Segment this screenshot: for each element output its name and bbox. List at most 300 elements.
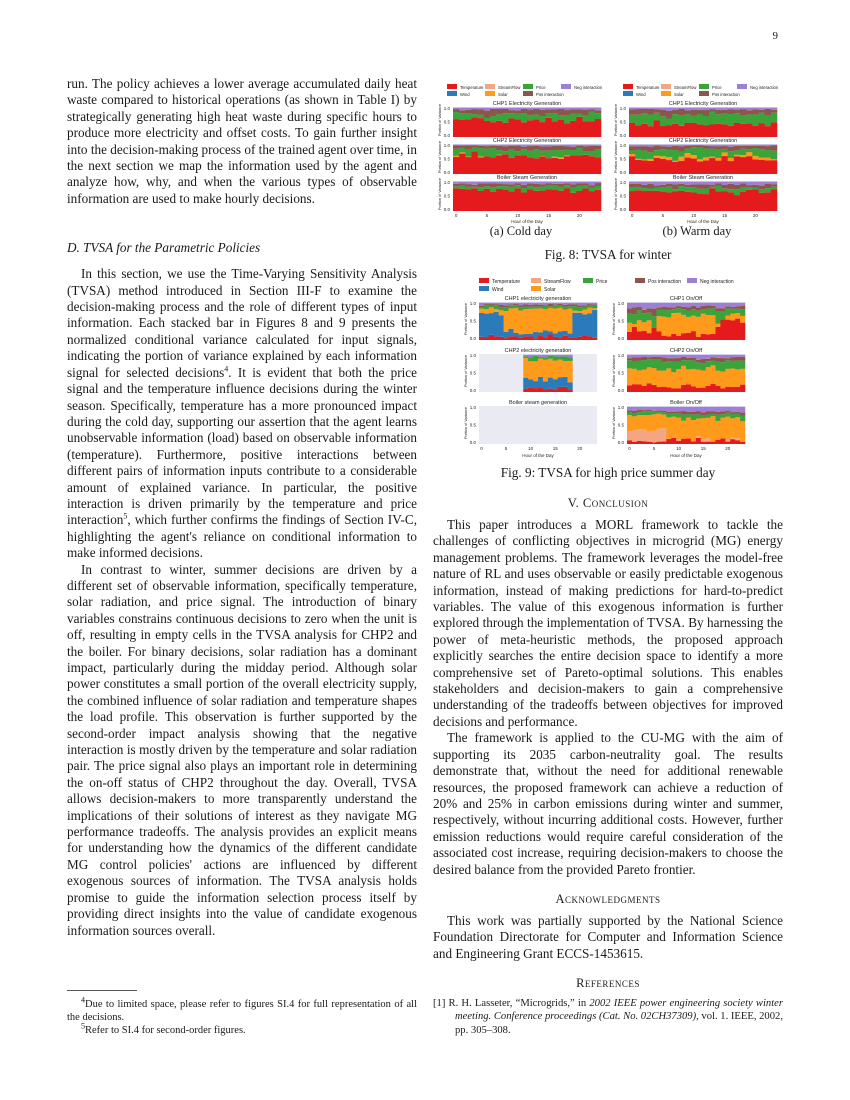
stacked-bar-segment xyxy=(701,334,706,340)
stacked-bar-segment xyxy=(691,355,696,358)
stacked-bar-segment xyxy=(765,109,771,116)
legend-label: Temperature xyxy=(460,85,484,90)
stacked-bar-segment xyxy=(734,150,740,154)
stacked-bar-segment xyxy=(686,412,691,414)
stacked-bar-segment xyxy=(691,407,696,412)
stacked-bar-segment xyxy=(654,182,660,186)
stacked-bar-segment xyxy=(518,310,523,334)
stacked-bar-segment xyxy=(592,338,597,340)
x-tick-label: 5 xyxy=(661,213,665,218)
stacked-bar-segment xyxy=(657,412,662,414)
tvsa-paragraph-2: In contrast to winter, summer decisions are driven by a different set of observable information, specifically temperature, solar radiation, and price signal. The introduction of binary variables constrains continuous decisions to zero when the unit is off, resulting in empty cells in the TVSA analysis for CHP2 and the boiler. For binary decisions, solar radiation has a dominant impact, particularly during the midday period. Although solar power constitutes a small portion of the overall electricity supply, the combined influence of solar radiation and temperature shapes the load profile. This observation is further supported by the second-order impact analysis showing that the negative interaction is mostly driven by the temperature and solar radiation pair. The price signal also plays an important role in determining the on-off status of CHP2 throughout the day. Overall, TVSA allows decision-makers to more transparently understand the implications of their solutions of interest as they navigate MG performance tradeoffs. The analysis provides an explicit means for understanding how the dynamics of the different candidate MG control policies' actions are influenced by different exogenous sources of information. The TVSA analysis holds promise to guide the information selection process itself by providing direct insights into the value of candidate exogenous information sources overall. xyxy=(67,561,417,938)
stacked-bar-segment xyxy=(533,119,539,137)
stacked-bar-segment xyxy=(715,145,721,147)
stacked-bar-segment xyxy=(696,411,701,414)
stacked-bar-segment xyxy=(543,306,548,309)
stacked-bar-segment xyxy=(706,303,711,306)
stacked-bar-segment xyxy=(641,188,647,191)
stacked-bar-segment xyxy=(652,355,657,357)
stacked-bar-segment xyxy=(701,407,706,413)
stacked-bar-segment xyxy=(494,309,499,312)
x-tick-label: 20 xyxy=(577,446,583,451)
stacked-bar-segment xyxy=(509,146,515,150)
stacked-bar-segment xyxy=(734,110,740,114)
stacked-bar-segment xyxy=(703,126,709,137)
stacked-bar-segment xyxy=(703,145,709,146)
stacked-bar-segment xyxy=(472,185,478,187)
stacked-bar-segment xyxy=(661,307,666,310)
stacked-bar-segment xyxy=(722,149,728,153)
stacked-bar-segment xyxy=(548,389,553,392)
stacked-bar-segment xyxy=(509,329,514,337)
stacked-bar-segment xyxy=(711,442,716,444)
stacked-bar-segment xyxy=(711,361,716,366)
stacked-bar-segment xyxy=(672,108,678,110)
stacked-bar-segment xyxy=(528,334,533,337)
stacked-bar-segment xyxy=(666,125,672,137)
stacked-bar-segment xyxy=(502,145,508,147)
stacked-bar-segment xyxy=(681,439,686,444)
stacked-bar-segment xyxy=(595,145,601,146)
stacked-bar-segment xyxy=(472,114,478,117)
x-tick-label: 10 xyxy=(528,446,534,451)
stacked-bar-segment xyxy=(592,303,597,305)
stacked-bar-segment xyxy=(765,192,771,211)
stacked-bar-segment xyxy=(515,145,521,146)
stacked-bar-segment xyxy=(539,145,545,147)
stacked-bar-segment xyxy=(654,191,660,211)
stacked-bar-segment xyxy=(671,358,676,361)
stacked-bar-segment xyxy=(637,307,642,310)
stacked-bar-segment xyxy=(734,113,740,123)
stacked-bar-segment xyxy=(570,184,576,187)
legend-swatch xyxy=(531,278,541,283)
stacked-bar-segment xyxy=(533,109,539,114)
stacked-bar-segment xyxy=(552,182,558,184)
stacked-bar-segment xyxy=(752,108,758,110)
stacked-bar-segment xyxy=(553,360,558,379)
stacked-bar-segment xyxy=(629,146,635,150)
stacked-bar-segment xyxy=(539,191,545,211)
stacked-bar-segment xyxy=(666,145,672,147)
stacked-bar-segment xyxy=(666,358,671,361)
stacked-bar-segment xyxy=(657,310,662,316)
stacked-bar-segment xyxy=(666,336,671,340)
stacked-bar-segment xyxy=(685,158,691,174)
stacked-bar-segment xyxy=(725,417,730,440)
legend-label: Wind xyxy=(460,92,470,97)
stacked-bar-segment xyxy=(654,109,660,112)
stacked-bar-segment xyxy=(697,159,703,161)
stacked-bar-segment xyxy=(632,442,637,444)
legend-swatch xyxy=(687,278,697,283)
stacked-bar-segment xyxy=(548,304,553,306)
legend-label: StreamFlow xyxy=(498,85,521,90)
stacked-bar-segment xyxy=(697,145,703,146)
stacked-bar-segment xyxy=(686,384,691,392)
stacked-bar-segment xyxy=(701,309,706,314)
stacked-bar-segment xyxy=(720,303,725,309)
stacked-bar-segment xyxy=(709,125,715,137)
stacked-bar-segment xyxy=(752,126,758,137)
stacked-bar-segment xyxy=(652,411,657,412)
reference-1[interactable]: [1] R. H. Lasseter, “Microgrids,” in 2002 IEEE power engineering society winter meeting. Conference proceedings (Cat. No. 02CH37309), vol. 1. IEEE, 2002, pp. 305–308. xyxy=(433,998,783,1036)
stacked-bar-segment xyxy=(637,310,642,320)
stacked-bar-segment xyxy=(728,108,734,110)
fig9-caption: Fig. 9: TVSA for high price summer day xyxy=(500,465,716,480)
stacked-bar-segment xyxy=(576,108,582,110)
stacked-bar-segment xyxy=(696,308,701,311)
stacked-bar-segment xyxy=(465,119,471,137)
stacked-bar-segment xyxy=(728,182,734,184)
stacked-bar-segment xyxy=(478,157,484,174)
stacked-bar-segment xyxy=(681,421,686,439)
stacked-bar-segment xyxy=(672,124,678,137)
stacked-bar-segment xyxy=(661,317,666,336)
stacked-bar-segment xyxy=(504,303,509,306)
stacked-bar-segment xyxy=(709,185,715,187)
y-tick-label: 0.5 xyxy=(619,193,626,199)
stacked-bar-segment xyxy=(589,109,595,111)
stacked-bar-segment xyxy=(647,313,652,321)
stacked-bar-segment xyxy=(666,157,672,160)
stacked-bar-segment xyxy=(703,182,709,185)
stacked-bar-segment xyxy=(765,188,771,192)
stacked-bar-segment xyxy=(515,151,521,155)
stacked-bar-segment xyxy=(489,335,494,340)
stacked-bar-segment xyxy=(678,109,684,116)
stacked-bar-segment xyxy=(496,109,502,114)
stacked-bar-segment xyxy=(703,149,709,158)
stacked-bar-segment xyxy=(484,303,489,304)
stacked-bar-segment xyxy=(686,414,691,418)
stacked-bar-segment xyxy=(553,305,558,308)
stacked-bar-segment xyxy=(696,438,701,444)
stacked-bar-segment xyxy=(706,438,711,441)
stacked-bar-segment xyxy=(730,387,735,392)
stacked-bar-segment xyxy=(740,108,746,110)
stacked-bar-segment xyxy=(735,414,740,418)
stacked-bar-segment xyxy=(697,184,703,188)
stacked-bar-segment xyxy=(484,314,489,337)
stacked-bar-segment xyxy=(589,182,595,186)
stacked-bar-segment xyxy=(502,113,508,123)
stacked-bar-segment xyxy=(701,418,706,439)
stacked-bar-segment xyxy=(672,150,678,161)
stacked-bar-segment xyxy=(657,414,662,429)
stacked-bar-segment xyxy=(666,414,671,418)
stacked-bar-segment xyxy=(671,412,676,414)
stacked-bar-segment xyxy=(735,412,740,414)
stacked-bar-segment xyxy=(489,304,494,306)
stacked-bar-segment xyxy=(478,108,484,110)
stacked-bar-segment xyxy=(691,360,696,369)
stacked-bar-segment xyxy=(521,185,527,188)
stacked-bar-segment xyxy=(632,355,637,358)
footnote-ref-4[interactable]: 4 xyxy=(224,364,229,374)
stacked-bar-segment xyxy=(543,303,548,305)
stacked-bar-segment xyxy=(740,361,745,369)
stacked-bar-segment xyxy=(752,187,758,189)
stacked-bar-segment xyxy=(523,303,528,305)
stacked-bar-segment xyxy=(641,151,647,160)
stacked-bar-segment xyxy=(576,146,582,148)
y-tick-label: 0.0 xyxy=(619,133,626,138)
stacked-bar-segment xyxy=(759,145,765,146)
stacked-bar-segment xyxy=(676,369,681,388)
stacked-bar-segment xyxy=(771,189,777,211)
stacked-bar-segment xyxy=(661,355,666,358)
stacked-bar-segment xyxy=(686,311,691,317)
stacked-bar-segment xyxy=(672,161,678,162)
y-tick-label: 0.0 xyxy=(443,133,450,138)
stacked-bar-segment xyxy=(627,441,632,444)
stacked-bar-segment xyxy=(740,184,746,188)
stacked-bar-segment xyxy=(697,114,703,125)
stacked-bar-segment xyxy=(552,146,558,150)
stacked-bar-segment xyxy=(660,192,666,211)
stacked-bar-segment xyxy=(686,369,691,384)
stacked-bar-segment xyxy=(759,193,765,211)
x-tick-label: 0 xyxy=(454,213,458,218)
stacked-bar-segment xyxy=(509,119,515,137)
stacked-bar-segment xyxy=(453,112,459,119)
stacked-bar-segment xyxy=(490,182,496,184)
y-tick-label: 0.0 xyxy=(443,207,450,212)
stacked-bar-segment xyxy=(696,355,701,360)
stacked-bar-segment xyxy=(696,388,701,392)
stacked-bar-segment xyxy=(716,303,721,308)
stacked-bar-segment xyxy=(641,145,647,147)
stacked-bar-segment xyxy=(671,362,676,373)
stacked-bar-segment xyxy=(595,108,601,111)
stacked-bar-segment xyxy=(676,418,681,439)
stacked-bar-segment xyxy=(484,145,490,147)
stacked-bar-segment xyxy=(576,191,582,211)
stacked-bar-segment xyxy=(647,410,652,411)
y-tick-label: 0.5 xyxy=(617,370,624,376)
references-heading: References xyxy=(576,976,640,991)
stacked-bar-segment xyxy=(635,182,641,184)
legend-label: Pos interaction xyxy=(712,92,740,97)
stacked-bar-segment xyxy=(564,146,570,149)
legend-swatch xyxy=(699,91,709,96)
stacked-bar-segment xyxy=(582,314,587,335)
stacked-bar-segment xyxy=(528,355,533,357)
stacked-bar-segment xyxy=(539,156,545,174)
stacked-bar-segment xyxy=(502,151,508,154)
stacked-bar-segment xyxy=(546,151,552,158)
stacked-bar-segment xyxy=(771,184,777,187)
stacked-bar-segment xyxy=(652,442,657,444)
stacked-bar-segment xyxy=(572,306,577,311)
stacked-bar-segment xyxy=(728,114,734,126)
y-tick-label: 1.0 xyxy=(469,405,476,410)
stacked-bar-segment xyxy=(589,156,595,174)
stacked-bar-segment xyxy=(583,110,589,116)
stacked-bar-segment xyxy=(666,182,672,184)
stacked-bar-segment xyxy=(509,336,514,340)
stacked-bar-segment xyxy=(465,110,471,114)
stacked-bar-segment xyxy=(539,110,545,116)
stacked-bar-segment xyxy=(533,338,538,340)
stacked-bar-segment xyxy=(672,145,678,146)
stacked-bar-segment xyxy=(637,303,642,307)
stacked-bar-segment xyxy=(740,146,746,149)
y-axis-label: Portion of Variance xyxy=(438,177,442,210)
stacked-bar-segment xyxy=(583,188,589,211)
stacked-bar-segment xyxy=(509,303,514,305)
stacked-bar-segment xyxy=(735,440,740,444)
stacked-bar-segment xyxy=(552,158,558,174)
stacked-bar-segment xyxy=(583,152,589,155)
stacked-bar-segment xyxy=(533,187,539,191)
stacked-bar-segment xyxy=(676,441,681,444)
stacked-bar-segment xyxy=(647,357,652,359)
stacked-bar-segment xyxy=(676,411,681,413)
footnote-ref-5[interactable]: 5 xyxy=(123,511,128,521)
stacked-bar-segment xyxy=(558,108,564,109)
stacked-bar-segment xyxy=(691,159,697,174)
stacked-bar-segment xyxy=(730,418,735,437)
stacked-bar-segment xyxy=(734,146,740,150)
stacked-bar-segment xyxy=(671,417,676,437)
stacked-bar-segment xyxy=(564,150,570,156)
stacked-bar-segment xyxy=(711,384,716,392)
stacked-bar-segment xyxy=(660,145,666,147)
stacked-bar-segment xyxy=(564,188,570,211)
stacked-bar-segment xyxy=(490,122,496,137)
right-column xyxy=(433,488,783,1037)
stacked-bar-segment xyxy=(678,116,684,126)
stacked-bar-segment xyxy=(465,189,471,211)
stacked-bar-segment xyxy=(582,310,587,315)
stacked-bar-segment xyxy=(499,305,504,307)
stacked-bar-segment xyxy=(629,145,635,147)
stacked-bar-segment xyxy=(564,185,570,188)
legend-swatch xyxy=(479,278,489,283)
stacked-bar-segment xyxy=(459,120,465,137)
stacked-bar-segment xyxy=(496,182,502,184)
stacked-bar-segment xyxy=(771,108,777,110)
stacked-bar-segment xyxy=(583,121,589,137)
stacked-bar-segment xyxy=(681,360,686,366)
stacked-bar-segment xyxy=(453,182,459,184)
legend-label: Neg interaction xyxy=(700,279,734,285)
stacked-bar-segment xyxy=(703,110,709,116)
stacked-bar-segment xyxy=(553,303,558,305)
stacked-bar-segment xyxy=(771,159,777,160)
stacked-bar-segment xyxy=(666,187,672,193)
stacked-bar-segment xyxy=(484,111,490,118)
stacked-bar-segment xyxy=(671,437,676,438)
stacked-bar-segment xyxy=(513,304,518,305)
stacked-bar-segment xyxy=(678,157,684,161)
stacked-bar-segment xyxy=(635,160,641,174)
stacked-bar-segment xyxy=(570,114,576,121)
y-axis-label: Portion of Variance xyxy=(614,177,618,210)
stacked-bar-segment xyxy=(453,156,459,157)
stacked-bar-segment xyxy=(533,306,538,308)
stacked-bar-segment xyxy=(654,158,660,174)
stacked-bar-segment xyxy=(691,184,697,187)
stacked-bar-segment xyxy=(632,384,637,392)
stacked-bar-segment xyxy=(752,159,758,174)
stacked-bar-segment xyxy=(548,334,553,340)
stacked-bar-segment xyxy=(533,114,539,119)
stacked-bar-segment xyxy=(635,150,641,159)
stacked-bar-segment xyxy=(715,108,721,110)
stacked-bar-segment xyxy=(652,327,657,340)
stacked-bar-segment xyxy=(637,370,642,384)
stacked-bar-segment xyxy=(553,337,558,340)
stacked-bar-segment xyxy=(740,421,745,442)
stacked-bar-segment xyxy=(479,307,484,308)
stacked-bar-segment xyxy=(709,182,715,185)
figure-9 xyxy=(433,274,785,460)
stacked-bar-segment xyxy=(681,315,686,333)
stacked-bar-segment xyxy=(496,146,502,150)
stacked-bar-segment xyxy=(518,305,523,307)
stacked-bar-segment xyxy=(730,368,735,387)
y-tick-label: 0.0 xyxy=(469,336,476,341)
stacked-bar-segment xyxy=(681,415,686,421)
legend-swatch xyxy=(447,91,457,96)
y-tick-label: 1.0 xyxy=(469,353,476,358)
stacked-bar-segment xyxy=(647,355,652,357)
stacked-bar-segment xyxy=(666,317,671,336)
stacked-bar-segment xyxy=(499,307,504,310)
stacked-bar-segment xyxy=(499,315,504,337)
stacked-bar-segment xyxy=(691,108,697,110)
stacked-bar-segment xyxy=(528,307,533,309)
stacked-bar-segment xyxy=(660,126,666,137)
stacked-bar-segment xyxy=(648,189,654,191)
stacked-bar-segment xyxy=(716,371,721,386)
stacked-bar-segment xyxy=(709,157,715,158)
stacked-bar-segment xyxy=(696,303,701,308)
stacked-bar-segment xyxy=(490,146,496,148)
stacked-bar-segment xyxy=(509,305,514,308)
stacked-bar-segment xyxy=(576,156,582,174)
stacked-bar-segment xyxy=(478,156,484,157)
stacked-bar-segment xyxy=(632,369,637,384)
stacked-bar-segment xyxy=(641,182,647,185)
stacked-bar-segment xyxy=(730,357,735,361)
x-tick-label: 15 xyxy=(546,213,552,218)
stacked-bar-segment xyxy=(661,358,666,363)
stacked-bar-segment xyxy=(703,188,709,194)
stacked-bar-segment xyxy=(765,160,771,174)
stacked-bar-segment xyxy=(734,185,740,189)
stacked-bar-segment xyxy=(746,190,752,211)
stacked-bar-segment xyxy=(504,332,509,338)
stacked-bar-segment xyxy=(592,305,597,306)
y-axis-label: Portion of Variance xyxy=(612,406,616,439)
stacked-bar-segment xyxy=(722,182,728,185)
y-tick-label: 1.0 xyxy=(619,143,626,148)
stacked-bar-segment xyxy=(568,361,573,383)
stacked-bar-segment xyxy=(759,149,765,157)
stacked-bar-segment xyxy=(706,359,711,362)
stacked-bar-segment xyxy=(671,303,676,308)
x-tick-label: 15 xyxy=(552,446,558,451)
stacked-bar-segment xyxy=(703,108,709,110)
stacked-bar-segment xyxy=(484,121,490,137)
stacked-bar-segment xyxy=(660,185,666,187)
footnote-5: $^5$Refer to SI.4 for second-order figures. xyxy=(81,1021,246,1036)
stacked-bar-segment xyxy=(502,154,508,174)
